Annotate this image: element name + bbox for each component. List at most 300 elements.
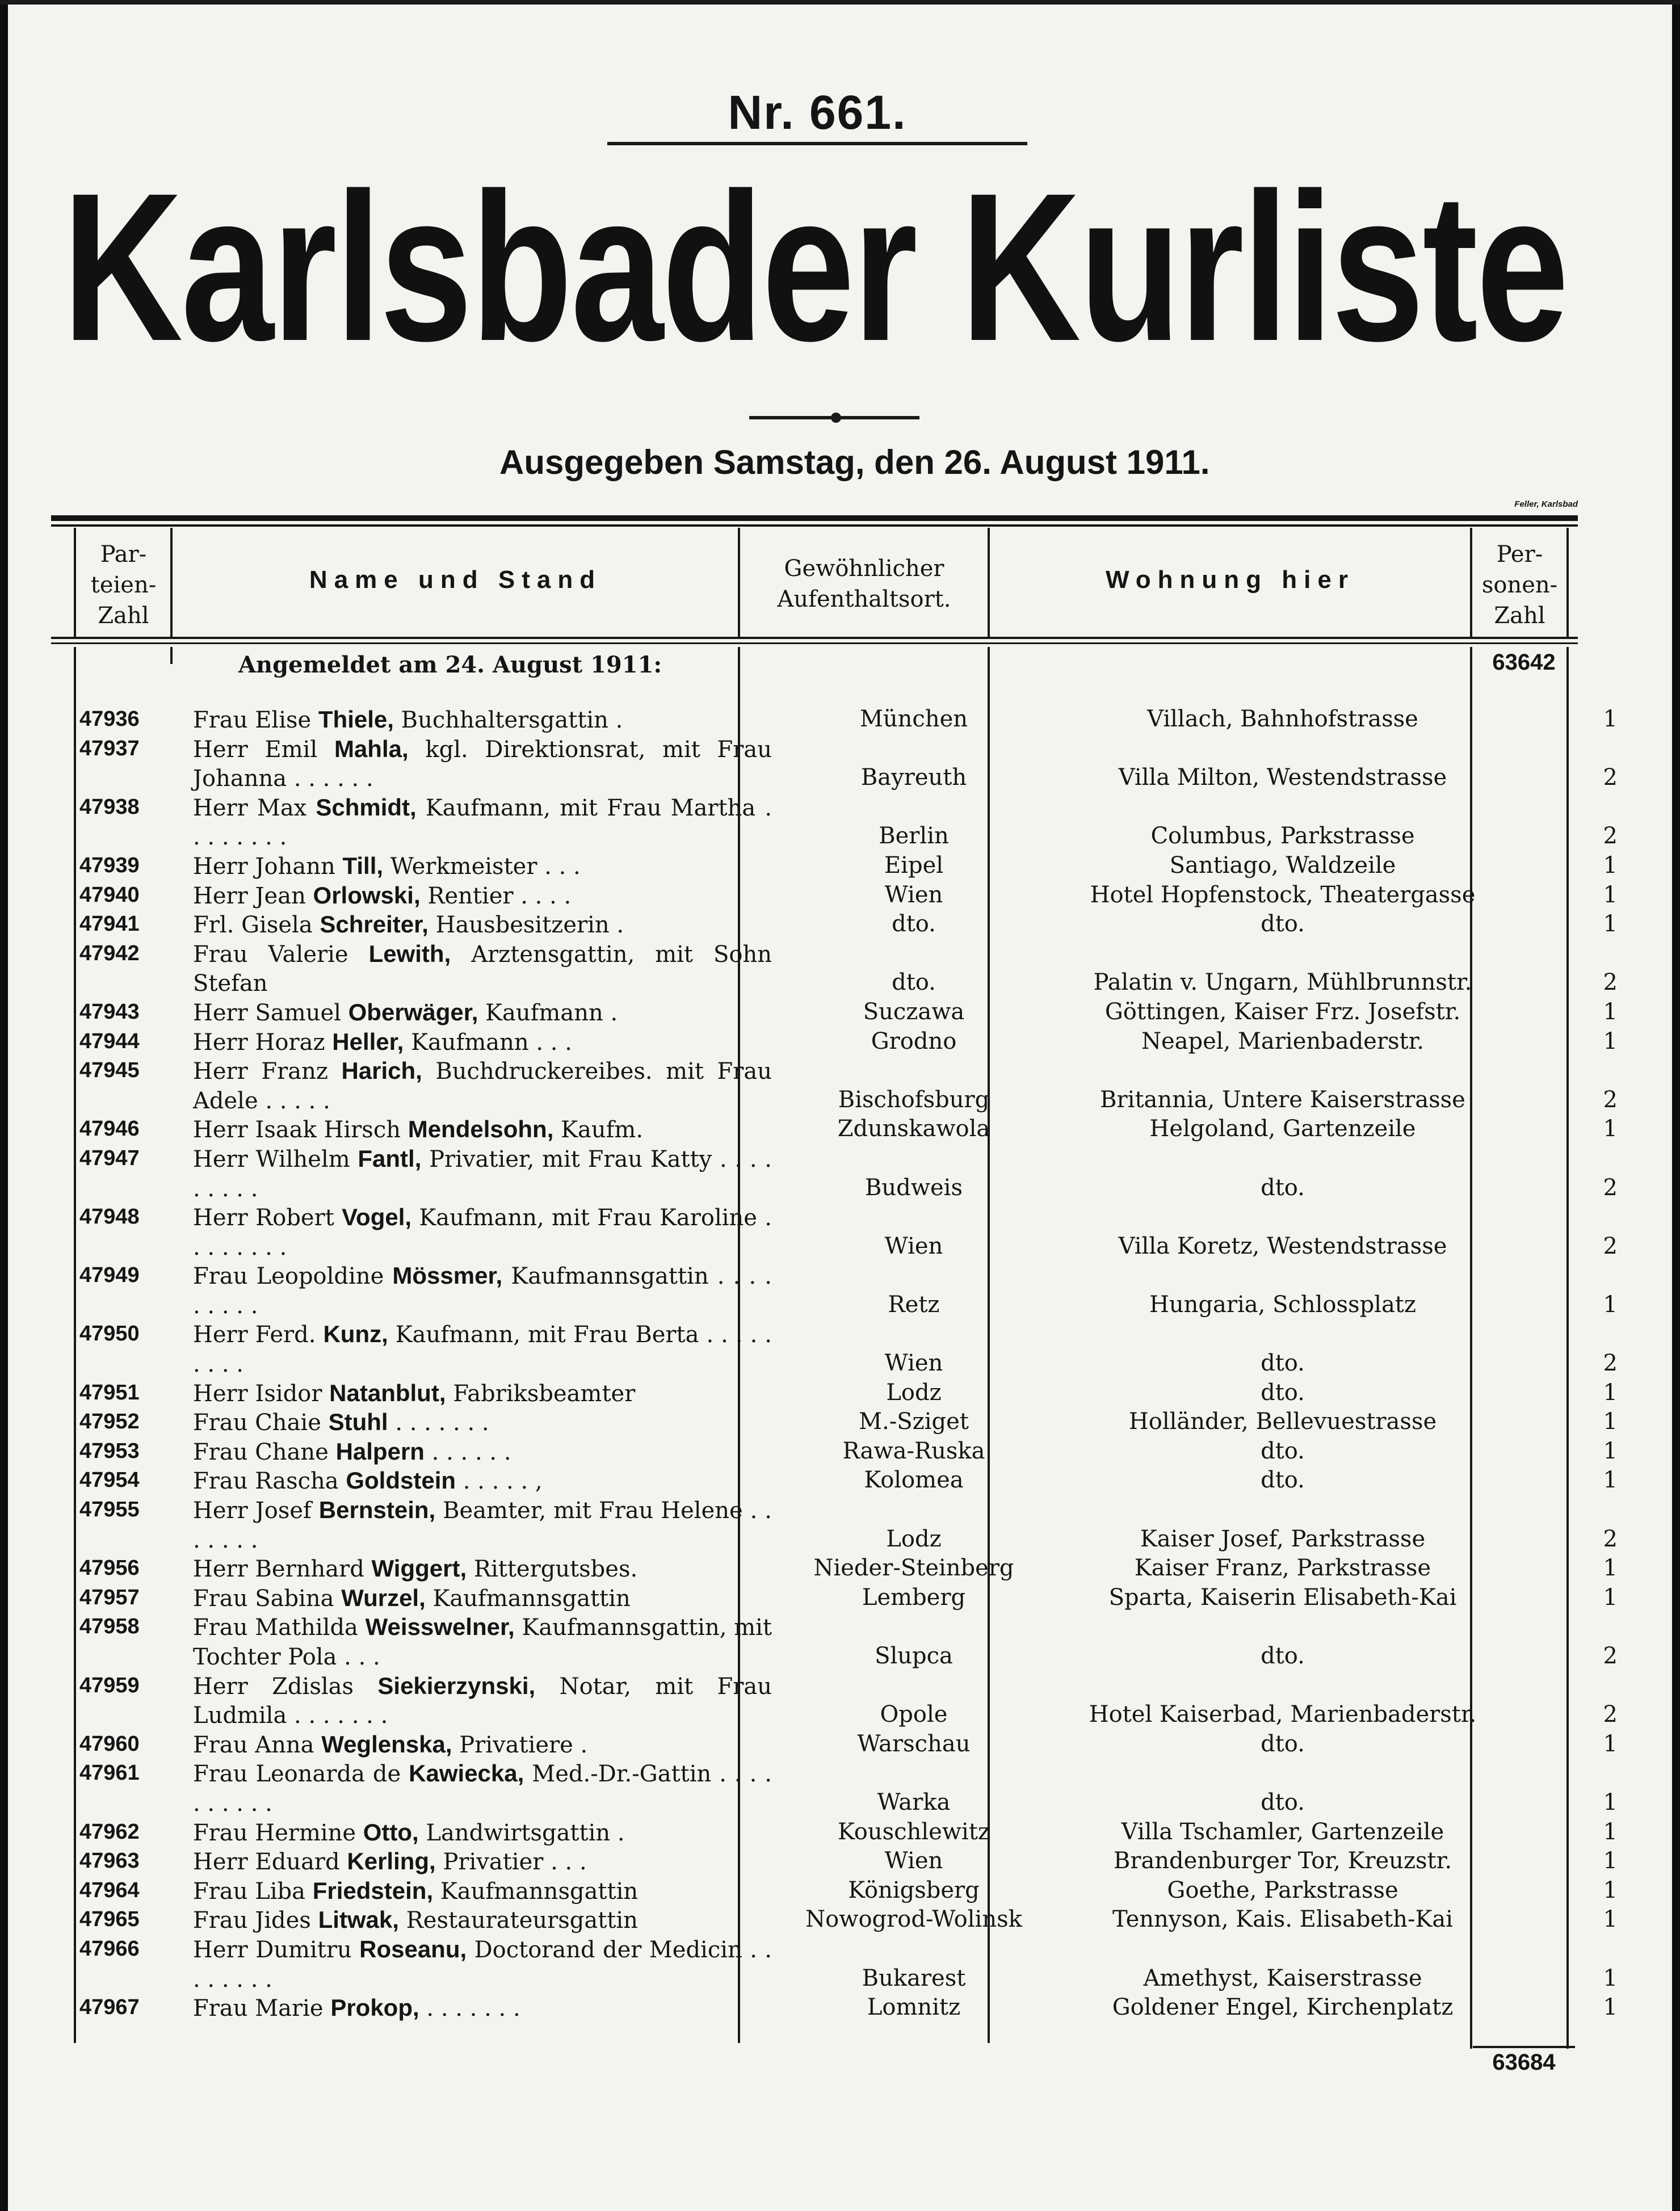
- guest-title-given: Herr Dumitru: [193, 1936, 352, 1963]
- guest-name: [193, 881, 772, 911]
- residence: Villa Milton, Westendstrasse: [1118, 764, 1447, 791]
- guest-title-given: Frau Leonarda de: [193, 1761, 401, 1788]
- table-row: [51, 1027, 1618, 1057]
- guest-title-given: Frau Mathilda: [193, 1615, 358, 1641]
- header-home: Gewöhnlicher Aufenthaltsort.: [777, 556, 951, 612]
- party-number: 47956: [79, 1556, 140, 1581]
- top-edge: [0, 0, 1680, 5]
- guest-title-given: Herr Josef: [193, 1498, 312, 1524]
- person-count: 1: [1603, 1730, 1618, 1757]
- guest-name: [193, 1495, 772, 1555]
- table-row: [51, 1905, 1618, 1935]
- home-town: Budweis: [865, 1174, 963, 1201]
- table-row: [51, 1203, 1618, 1261]
- home-town: Slupca: [875, 1643, 953, 1669]
- table-row: [51, 1847, 1618, 1876]
- party-number: 47939: [79, 853, 140, 877]
- guest-surname: Kunz,: [323, 1321, 388, 1348]
- guest-occupation: Notar, mit Frau Ludmila . . . . . . .: [193, 1673, 772, 1729]
- guest-name: [193, 793, 772, 852]
- issue-rule: [607, 142, 1027, 145]
- table-row: [51, 1495, 1618, 1554]
- guest-occupation: Privatier . . .: [443, 1849, 587, 1876]
- guest-name: [193, 1905, 772, 1936]
- home-town: Bayreuth: [860, 764, 967, 791]
- guest-name: [193, 1437, 772, 1468]
- guest-occupation: Buchhaltersgattin .: [401, 707, 623, 733]
- total-rule: [1473, 2046, 1575, 2048]
- table-row: [51, 1407, 1618, 1437]
- issue-date: Ausgegeben Samstag, den 26. August 1911.: [499, 443, 1210, 481]
- party-number: 47960: [79, 1731, 140, 1756]
- home-town: Lomnitz: [867, 1994, 961, 2021]
- guest-occupation: . . . . . . .: [426, 1995, 520, 2022]
- home-town: Bischofsburg: [838, 1086, 990, 1113]
- col-rule-left-head: [74, 528, 76, 637]
- person-count: 2: [1603, 1086, 1618, 1113]
- guest-surname: Schmidt,: [316, 793, 417, 821]
- guest-occupation: Kaufm.: [561, 1117, 644, 1144]
- table-row: [51, 734, 1618, 793]
- table-row: [51, 1876, 1618, 1906]
- guest-occupation: . . . . . ,: [463, 1468, 543, 1495]
- home-town: Retz: [888, 1291, 940, 1318]
- home-town: M.-Sziget: [859, 1409, 969, 1435]
- party-number: 47946: [79, 1117, 140, 1141]
- home-town: Lemberg: [862, 1584, 966, 1611]
- party-number: 47955: [79, 1498, 140, 1522]
- guest-occupation: Kaufmann, mit Frau Karoline . . . . . . . .: [193, 1205, 772, 1260]
- person-count: 2: [1603, 1525, 1618, 1552]
- table-row: [51, 1261, 1618, 1319]
- person-count: 1: [1603, 1789, 1618, 1815]
- guest-surname: Stuhl: [328, 1409, 388, 1436]
- guest-occupation: Med.-Dr.-Gattin . . . . . . . . . .: [193, 1761, 772, 1817]
- residence: Kaiser Josef, Parkstrasse: [1140, 1525, 1426, 1552]
- table-row: [51, 1378, 1618, 1408]
- guest-title-given: Frau Sabina: [193, 1585, 334, 1612]
- party-number: 47963: [79, 1849, 140, 1873]
- home-town: Wien: [884, 1350, 943, 1377]
- residence: dto.: [1261, 1379, 1305, 1406]
- guest-name: [193, 1319, 772, 1379]
- person-count: 1: [1603, 1965, 1618, 1991]
- carry-over-count: 63642: [1492, 650, 1556, 675]
- person-count: 1: [1603, 1555, 1618, 1582]
- table-row: [51, 1319, 1618, 1378]
- guest-surname: Mendelsohn,: [408, 1116, 554, 1143]
- guest-title-given: Herr Max: [193, 795, 307, 821]
- guest-surname: Oberwäger,: [348, 998, 478, 1025]
- person-count: 2: [1603, 969, 1618, 996]
- party-number: 47951: [79, 1380, 140, 1405]
- home-town: Königsberg: [848, 1877, 980, 1903]
- guest-title-given: Frau Anna: [193, 1731, 314, 1758]
- guest-surname: Weisswelner,: [365, 1613, 515, 1641]
- guest-occupation: Kaufmannsgattin, mit Tochter Pola . . .: [193, 1615, 772, 1670]
- party-number: 47948: [79, 1205, 140, 1229]
- home-town: dto.: [892, 969, 936, 996]
- total-count: 63684: [1492, 2050, 1556, 2075]
- guest-surname: Goldstein: [346, 1467, 456, 1494]
- party-number: 47966: [79, 1936, 140, 1961]
- guest-occupation: kgl. Direktionsrat, mit Frau Johanna . . . . . .: [193, 736, 772, 792]
- home-town: München: [859, 706, 968, 732]
- guest-surname: Litwak,: [318, 1906, 399, 1933]
- guest-title-given: Herr Johann: [193, 853, 335, 880]
- home-town: Opole: [880, 1701, 948, 1728]
- person-count: 1: [1603, 1906, 1618, 1933]
- table-row: [51, 1115, 1618, 1144]
- guest-name: [193, 1583, 772, 1614]
- guest-list: [51, 705, 1618, 2023]
- party-number: 47961: [79, 1761, 140, 1785]
- guest-name: [193, 851, 772, 882]
- party-number: 47950: [79, 1322, 140, 1346]
- guest-title-given: Frau Leopoldine: [193, 1263, 384, 1290]
- person-count: 1: [1603, 998, 1618, 1025]
- guest-surname: Thiele,: [318, 706, 394, 733]
- party-number: 47952: [79, 1410, 140, 1434]
- party-number: 47942: [79, 941, 140, 965]
- header-number: Par- teien- Zahl: [90, 541, 157, 629]
- person-count: 2: [1603, 1174, 1618, 1201]
- col-rule-home-head: [988, 528, 990, 637]
- guest-name: [193, 705, 772, 735]
- guest-name: [193, 1876, 772, 1907]
- party-number: 47940: [79, 882, 140, 907]
- table-row: [51, 1144, 1618, 1203]
- residence: Brandenburger Tor, Kreuzstr.: [1113, 1848, 1452, 1874]
- residence: dto.: [1261, 1467, 1305, 1494]
- guest-occupation: Rittergutsbes.: [473, 1556, 638, 1583]
- guest-name: [193, 1056, 772, 1116]
- guest-occupation: Privatiere .: [459, 1731, 588, 1758]
- residence: Palatin v. Ungarn, Mühlbrunnstr.: [1093, 969, 1472, 996]
- party-number: 47959: [79, 1673, 140, 1697]
- table-row: [51, 851, 1618, 881]
- guest-surname: Halpern: [335, 1437, 425, 1465]
- home-town: Wien: [884, 881, 943, 908]
- home-town: Nieder-Steinberg: [813, 1555, 1014, 1582]
- guest-occupation: Doctorand der Medicin . . . . . . . .: [193, 1936, 772, 1993]
- col-rule-name-head: [738, 528, 740, 637]
- guest-title-given: Herr Isidor: [193, 1380, 322, 1407]
- residence: Columbus, Parkstrasse: [1150, 823, 1415, 850]
- guest-name: [193, 1407, 772, 1438]
- guest-surname: Kawiecka,: [409, 1760, 524, 1787]
- person-count: 1: [1603, 1848, 1618, 1874]
- home-town: dto.: [892, 911, 936, 938]
- col-rule-number-head: [170, 528, 173, 637]
- residence: Neapel, Marienbaderstr.: [1141, 1028, 1425, 1054]
- guest-occupation: Beamter, mit Frau Helene . . . . . . .: [193, 1498, 772, 1553]
- person-count: 1: [1603, 1379, 1618, 1406]
- guest-name: [193, 734, 772, 794]
- party-number: 47941: [79, 912, 140, 936]
- residence: Tennyson, Kais. Elisabeth-Kai: [1112, 1906, 1453, 1933]
- guest-name: [193, 1730, 772, 1760]
- guest-surname: Natanblut,: [329, 1379, 446, 1406]
- residence: Hotel Hopfenstock, Theatergasse: [1090, 881, 1476, 908]
- person-count: 1: [1603, 1994, 1618, 2021]
- residence: dto.: [1261, 1789, 1305, 1815]
- party-number: 47962: [79, 1819, 140, 1844]
- table-row: [51, 793, 1618, 851]
- guest-surname: Fantl,: [358, 1145, 422, 1172]
- guest-surname: Heller,: [332, 1028, 404, 1055]
- guest-surname: Prokop,: [330, 1994, 419, 2021]
- guest-surname: Lewith,: [368, 940, 451, 967]
- party-number: 47954: [79, 1468, 140, 1493]
- guest-title-given: Frau Chaie: [193, 1410, 321, 1436]
- residence: Hungaria, Schlossplatz: [1149, 1291, 1416, 1318]
- table-row: [51, 705, 1618, 734]
- guest-surname: Siekierzynski,: [377, 1672, 536, 1699]
- residence: dto.: [1261, 1350, 1305, 1377]
- guest-occupation: Restaurateursgattin: [406, 1907, 638, 1934]
- guest-name: [193, 1554, 772, 1584]
- guest-title-given: Frau Rascha: [193, 1468, 339, 1495]
- guest-title-given: Frau Marie: [193, 1995, 324, 2022]
- home-town: Berlin: [879, 823, 949, 850]
- guest-title-given: Frau Hermine: [193, 1819, 356, 1846]
- residence: Holländer, Bellevuestrasse: [1128, 1409, 1437, 1435]
- guest-occupation: Privatier, mit Frau Katty . . . . . . . . .: [193, 1146, 772, 1202]
- guest-occupation: Kaufmann, mit Frau Martha . . . . . . . .: [193, 795, 772, 851]
- guest-title-given: Herr Horaz: [193, 1029, 325, 1056]
- party-number: 47938: [79, 795, 140, 819]
- guest-name: [193, 939, 772, 999]
- person-count: 2: [1603, 1233, 1618, 1259]
- table-row: [51, 910, 1618, 939]
- residence: Sparta, Kaiserin Elisabeth-Kai: [1108, 1584, 1457, 1611]
- guest-name: [193, 1203, 772, 1262]
- home-town: Kolomea: [864, 1467, 964, 1494]
- guest-title-given: Frl. Gisela: [193, 912, 313, 939]
- home-town: Bukarest: [862, 1965, 966, 1991]
- guest-name: [193, 1378, 772, 1409]
- guest-surname: Otto,: [363, 1818, 419, 1846]
- table-row: [51, 1554, 1618, 1583]
- person-count: 1: [1603, 1291, 1618, 1318]
- table-row: [51, 1466, 1618, 1495]
- issue-number: Nr. 661.: [728, 86, 907, 139]
- guest-title-given: Herr Bernhard: [193, 1556, 364, 1583]
- residence: Villach, Bahnhofstrasse: [1147, 706, 1418, 732]
- guest-title-given: Frau Valerie: [193, 941, 348, 968]
- header-residence: Wohnung hier: [1106, 566, 1355, 594]
- guest-surname: Weglenska,: [321, 1730, 452, 1758]
- guest-name: [193, 1466, 772, 1497]
- table-row: [51, 998, 1618, 1027]
- person-count: 1: [1603, 1877, 1618, 1903]
- guest-occupation: . . . . . .: [431, 1439, 511, 1465]
- guest-name: [193, 910, 772, 940]
- printer-imprint: Feller, Karlsbad: [1514, 499, 1578, 509]
- header-name: Name und Stand: [309, 566, 602, 594]
- guest-title-given: Herr Franz: [193, 1058, 328, 1085]
- guest-occupation: Kaufmann . . .: [411, 1029, 572, 1056]
- person-count: 2: [1603, 764, 1618, 791]
- person-count: 1: [1603, 1467, 1618, 1494]
- guest-title-given: Frau Jides: [193, 1907, 311, 1934]
- guest-occupation: Hausbesitzerin .: [435, 912, 624, 939]
- guest-title-given: Frau Liba: [193, 1878, 306, 1905]
- home-town: Zdunskawola: [837, 1116, 990, 1142]
- home-town: Nowogrod-Wolinsk: [805, 1906, 1022, 1933]
- guest-surname: Friedstein,: [312, 1877, 434, 1904]
- residence: dto.: [1261, 911, 1305, 938]
- guest-name: [193, 1993, 772, 2024]
- home-town: Grodno: [871, 1028, 957, 1054]
- residence: Helgoland, Gartenzeile: [1149, 1116, 1416, 1142]
- person-count: 1: [1603, 1028, 1618, 1054]
- residence: dto.: [1261, 1730, 1305, 1757]
- party-number: 47937: [79, 736, 140, 760]
- guest-occupation: Werkmeister . . .: [390, 853, 581, 880]
- residence: dto.: [1261, 1643, 1305, 1669]
- home-town: Warschau: [857, 1730, 971, 1757]
- guest-surname: Harich,: [341, 1057, 422, 1085]
- table-row: [51, 939, 1618, 998]
- home-town: Rawa-Ruska: [842, 1437, 985, 1464]
- guest-surname: Vogel,: [342, 1204, 412, 1231]
- guest-name: [193, 1612, 772, 1672]
- ornament-dot: [831, 413, 841, 423]
- guest-surname: Orlowski,: [313, 881, 421, 909]
- guest-title-given: Herr Wilhelm: [193, 1146, 350, 1172]
- party-number: 47944: [79, 1029, 140, 1053]
- table-row: [51, 1730, 1618, 1759]
- guest-surname: Schreiter,: [320, 911, 429, 938]
- table-top-rule-thin: [51, 524, 1578, 527]
- table-row: [51, 881, 1618, 910]
- guest-surname: Till,: [342, 852, 384, 879]
- guest-occupation: Kaufmannsgattin: [440, 1878, 639, 1905]
- person-count: 1: [1603, 1409, 1618, 1435]
- guest-occupation: Kaufmann .: [485, 999, 618, 1026]
- guest-title-given: Herr Robert: [193, 1205, 334, 1231]
- party-number: 47958: [79, 1615, 140, 1639]
- residence: Villa Tschamler, Gartenzeile: [1121, 1818, 1444, 1845]
- header-persons: Per- sonen- Zahl: [1481, 541, 1558, 629]
- party-number: 47936: [79, 707, 140, 731]
- residence: Santiago, Waldzeile: [1169, 852, 1396, 878]
- residence: Britannia, Untere Kaiserstrasse: [1100, 1086, 1465, 1113]
- header-bottom-rule: [51, 637, 1578, 639]
- home-town: Warka: [877, 1789, 951, 1815]
- registered-date: Angemeldet am 24. August 1911:: [238, 651, 662, 678]
- guest-occupation: . . . . . . .: [395, 1410, 489, 1436]
- table-row: [51, 1612, 1618, 1671]
- guest-occupation: Fabriksbeamter: [453, 1380, 636, 1407]
- col-rule-right-head: [1566, 528, 1569, 637]
- table-row: [51, 1993, 1618, 2023]
- guest-title-given: Frau Elise: [193, 707, 312, 733]
- guest-title-given: Herr Zdislas: [193, 1673, 354, 1700]
- guest-surname: Bernstein,: [318, 1497, 436, 1524]
- guest-title-given: Frau Chane: [193, 1439, 329, 1465]
- guest-name: [193, 1759, 772, 1818]
- party-number: 47967: [79, 1995, 140, 2020]
- table-row: [51, 1583, 1618, 1613]
- guest-title-given: Herr Eduard: [193, 1849, 340, 1876]
- party-number: 47945: [79, 1058, 140, 1083]
- person-count: 1: [1603, 881, 1618, 908]
- masthead-title: Karlsbader Kurliste: [62, 149, 1568, 385]
- guest-surname: Mahla,: [334, 735, 409, 762]
- table-row: [51, 1671, 1618, 1730]
- party-number: 47965: [79, 1907, 140, 1932]
- person-count: 1: [1603, 911, 1618, 938]
- guest-name: [193, 1115, 772, 1145]
- header-bottom-rule-2: [51, 642, 1578, 644]
- guest-occupation: Kaufmannsgattin: [432, 1585, 631, 1612]
- guest-occupation: Arztensgattin, mit Sohn Stefan: [193, 941, 772, 997]
- party-number: 47949: [79, 1263, 140, 1288]
- person-count: 2: [1603, 1350, 1618, 1377]
- guest-name: [193, 1847, 772, 1877]
- person-count: 2: [1603, 823, 1618, 850]
- guest-occupation: Landwirtsgattin .: [426, 1819, 625, 1846]
- home-town: Kouschlewitz: [838, 1818, 990, 1845]
- person-count: 1: [1603, 1437, 1618, 1464]
- guest-occupation: Kaufmannsgattin . . . . . . . . .: [193, 1263, 772, 1319]
- home-town: Lodz: [886, 1379, 942, 1406]
- guest-surname: Roseanu,: [359, 1935, 467, 1962]
- person-count: 1: [1603, 1584, 1618, 1611]
- party-number: 47947: [79, 1146, 140, 1170]
- guest-name: [193, 1261, 772, 1321]
- home-town: Lodz: [886, 1525, 942, 1552]
- guest-name: [193, 1144, 772, 1204]
- person-count: 2: [1603, 1701, 1618, 1728]
- home-town: Wien: [884, 1848, 943, 1874]
- guest-name: [193, 1935, 772, 1994]
- residence: Goethe, Parkstrasse: [1167, 1877, 1398, 1903]
- table-row: [51, 1437, 1618, 1466]
- table-top-rule: [51, 515, 1578, 521]
- guest-occupation: Buchdruckereibes. mit Frau Adele . . . . .: [193, 1058, 772, 1114]
- guest-name: [193, 1671, 772, 1731]
- residence: dto.: [1261, 1174, 1305, 1201]
- guest-name: [193, 1027, 772, 1058]
- guest-surname: Wurzel,: [341, 1584, 426, 1611]
- home-town: Suczawa: [863, 998, 965, 1025]
- person-count: 1: [1603, 706, 1618, 732]
- guest-title-given: Herr Samuel: [193, 999, 341, 1026]
- col-rule-number: [170, 647, 173, 664]
- residence: Goldener Engel, Kirchenplatz: [1112, 1994, 1454, 2021]
- col-rule-where-head: [1470, 528, 1472, 637]
- residence: Amethyst, Kaiserstrasse: [1143, 1965, 1422, 1991]
- guest-surname: Mössmer,: [392, 1262, 503, 1289]
- guest-name: [193, 998, 772, 1028]
- residence: Hotel Kaiserbad, Marienbaderstr.: [1089, 1701, 1477, 1728]
- residence: dto.: [1261, 1437, 1305, 1464]
- person-count: 2: [1603, 1643, 1618, 1669]
- person-count: 1: [1603, 852, 1618, 878]
- guest-surname: Wiggert,: [371, 1555, 467, 1582]
- guest-title-given: Herr Ferd.: [193, 1322, 316, 1348]
- table-row: [51, 1818, 1618, 1847]
- guest-title-given: Herr Jean: [193, 882, 306, 909]
- guest-occupation: Kaufmann, mit Frau Berta . . . . . . . . .: [193, 1322, 772, 1378]
- residence: Göttingen, Kaiser Frz. Josefstr.: [1104, 998, 1461, 1025]
- table-row: [51, 1935, 1618, 1993]
- party-number: 47957: [79, 1585, 140, 1609]
